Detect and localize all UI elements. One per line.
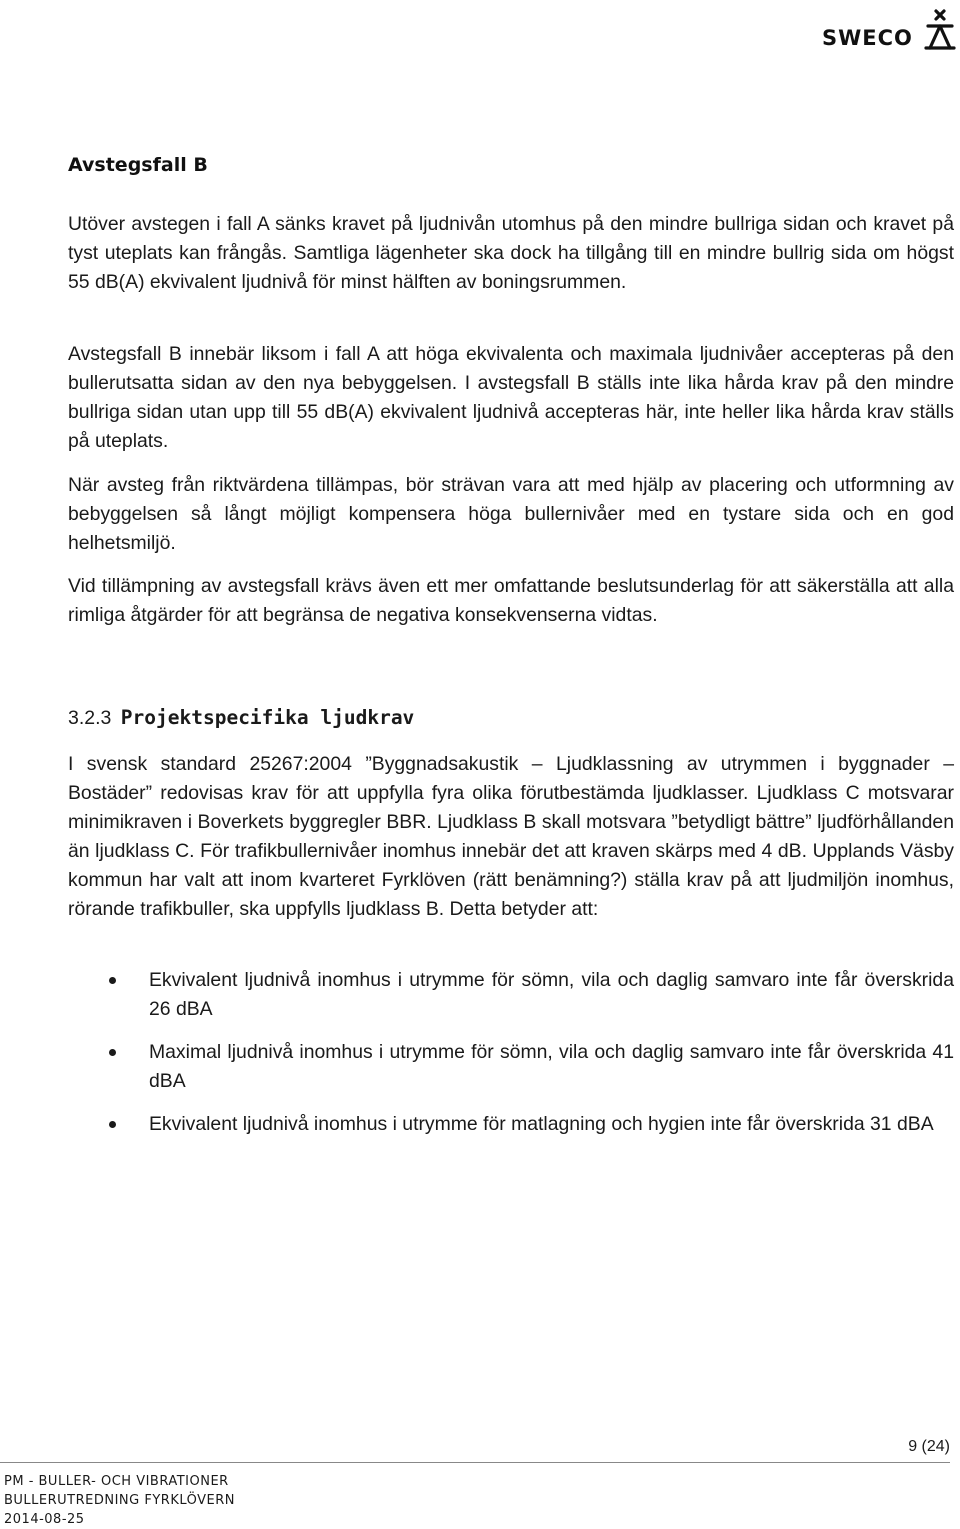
sweco-logo <box>822 8 958 52</box>
paragraph-1: Utöver avstegen i fall A sänks kravet på ljudnivån utomhus på den mindre bullriga sidan och kravet på tyst uteplats kan frångås. Samtliga lägenheter ska dock ha tillgång till en mindre bullrig sida om högst 55 dB(A) ekvivalent ljudnivå för minst hälften av boningsrummen. <box>68 213 954 293</box>
bullet-icon <box>109 1049 116 1056</box>
page-number: 9 (24) <box>908 1438 950 1455</box>
footer <box>4 1472 235 1529</box>
footer-date: 2014-08-25 <box>4 1512 85 1527</box>
sweco-mark-icon <box>922 8 958 52</box>
list-item <box>68 1110 954 1139</box>
section-heading-3-2-3 <box>68 706 414 730</box>
logo-text: SWECO <box>822 26 913 50</box>
bullet-icon <box>109 1121 116 1128</box>
list-item <box>68 966 954 1024</box>
paragraph-2: Avstegsfall B innebär liksom i fall A att höga ekvivalenta och maximala ljudnivåer accepteras på den bullerutsatta sidan av den nya bebyggelsen. I avstegsfall B ställs inte lika hårda krav på den mindre bullriga sidan utan upp till 55 dB(A) ekvivalent ljudnivå accepteras här, inte heller lika hårda krav ställs på uteplats. <box>68 343 954 452</box>
bullet-icon <box>109 977 116 984</box>
list-item-text: Maximal ljudnivå inomhus i utrymme för sömn, vila och daglig samvaro inte får överskrida 41 dBA <box>149 1041 954 1092</box>
list-item-text: Ekvivalent ljudnivå inomhus i utrymme för matlagning och hygien inte får överskrida 31 dBA <box>149 1113 934 1135</box>
requirements-list <box>68 966 954 1153</box>
footer-divider <box>0 1462 950 1463</box>
list-item <box>68 1038 954 1096</box>
section-number: 3.2.3 <box>68 707 112 729</box>
heading-avstegsfall-b: Avstegsfall B <box>68 154 208 176</box>
footer-document-title: BULLERUTREDNING FYRKLÖVERN <box>4 1493 235 1508</box>
paragraph-4: Vid tillämpning av avstegsfall krävs även ett mer omfattande beslutsunderlag för att säkerställa att alla rimliga åtgärder för att begränsa de negativa konsekvenserna vidtas. <box>68 575 954 626</box>
paragraph-ljudkrav: I svensk standard 25267:2004 ”Byggnadsakustik – Ljudklassning av utrymmen i byggnader – Bostäder” redovisas krav för att uppfylla fyra olika förutbestämda ljudklasser. Ljudklass C motsvarar minimikraven i Boverkets byggregler BBR. Ljudklass B skall motsvara ”betydligt bättre” ljudförhållanden än ljudklass C. För trafikbullernivåer inomhus innebär det att kraven skärps med 4 dB. Upplands Väsby kommun har valt att inom kvarteret Fyrklöven (rätt benämning?) ställa krav på att ljudmiljön inomhus, rörande trafikbuller, ska uppfylls ljudklass B. Detta betyder att: <box>68 753 954 920</box>
paragraph-3: När avsteg från riktvärdena tillämpas, bör strävan vara att med hjälp av placering och utformning av bebyggelsen så långt möjligt kompensera höga bullernivåer med en tystare sida och en god helhetsmiljö. <box>68 474 954 554</box>
footer-document-type: PM - BULLER- OCH VIBRATIONER <box>4 1474 229 1489</box>
list-item-text: Ekvivalent ljudnivå inomhus i utrymme för sömn, vila och daglig samvaro inte får överskrida 26 dBA <box>149 969 954 1020</box>
section-title: Projektspecifika ljudkrav <box>120 706 415 729</box>
